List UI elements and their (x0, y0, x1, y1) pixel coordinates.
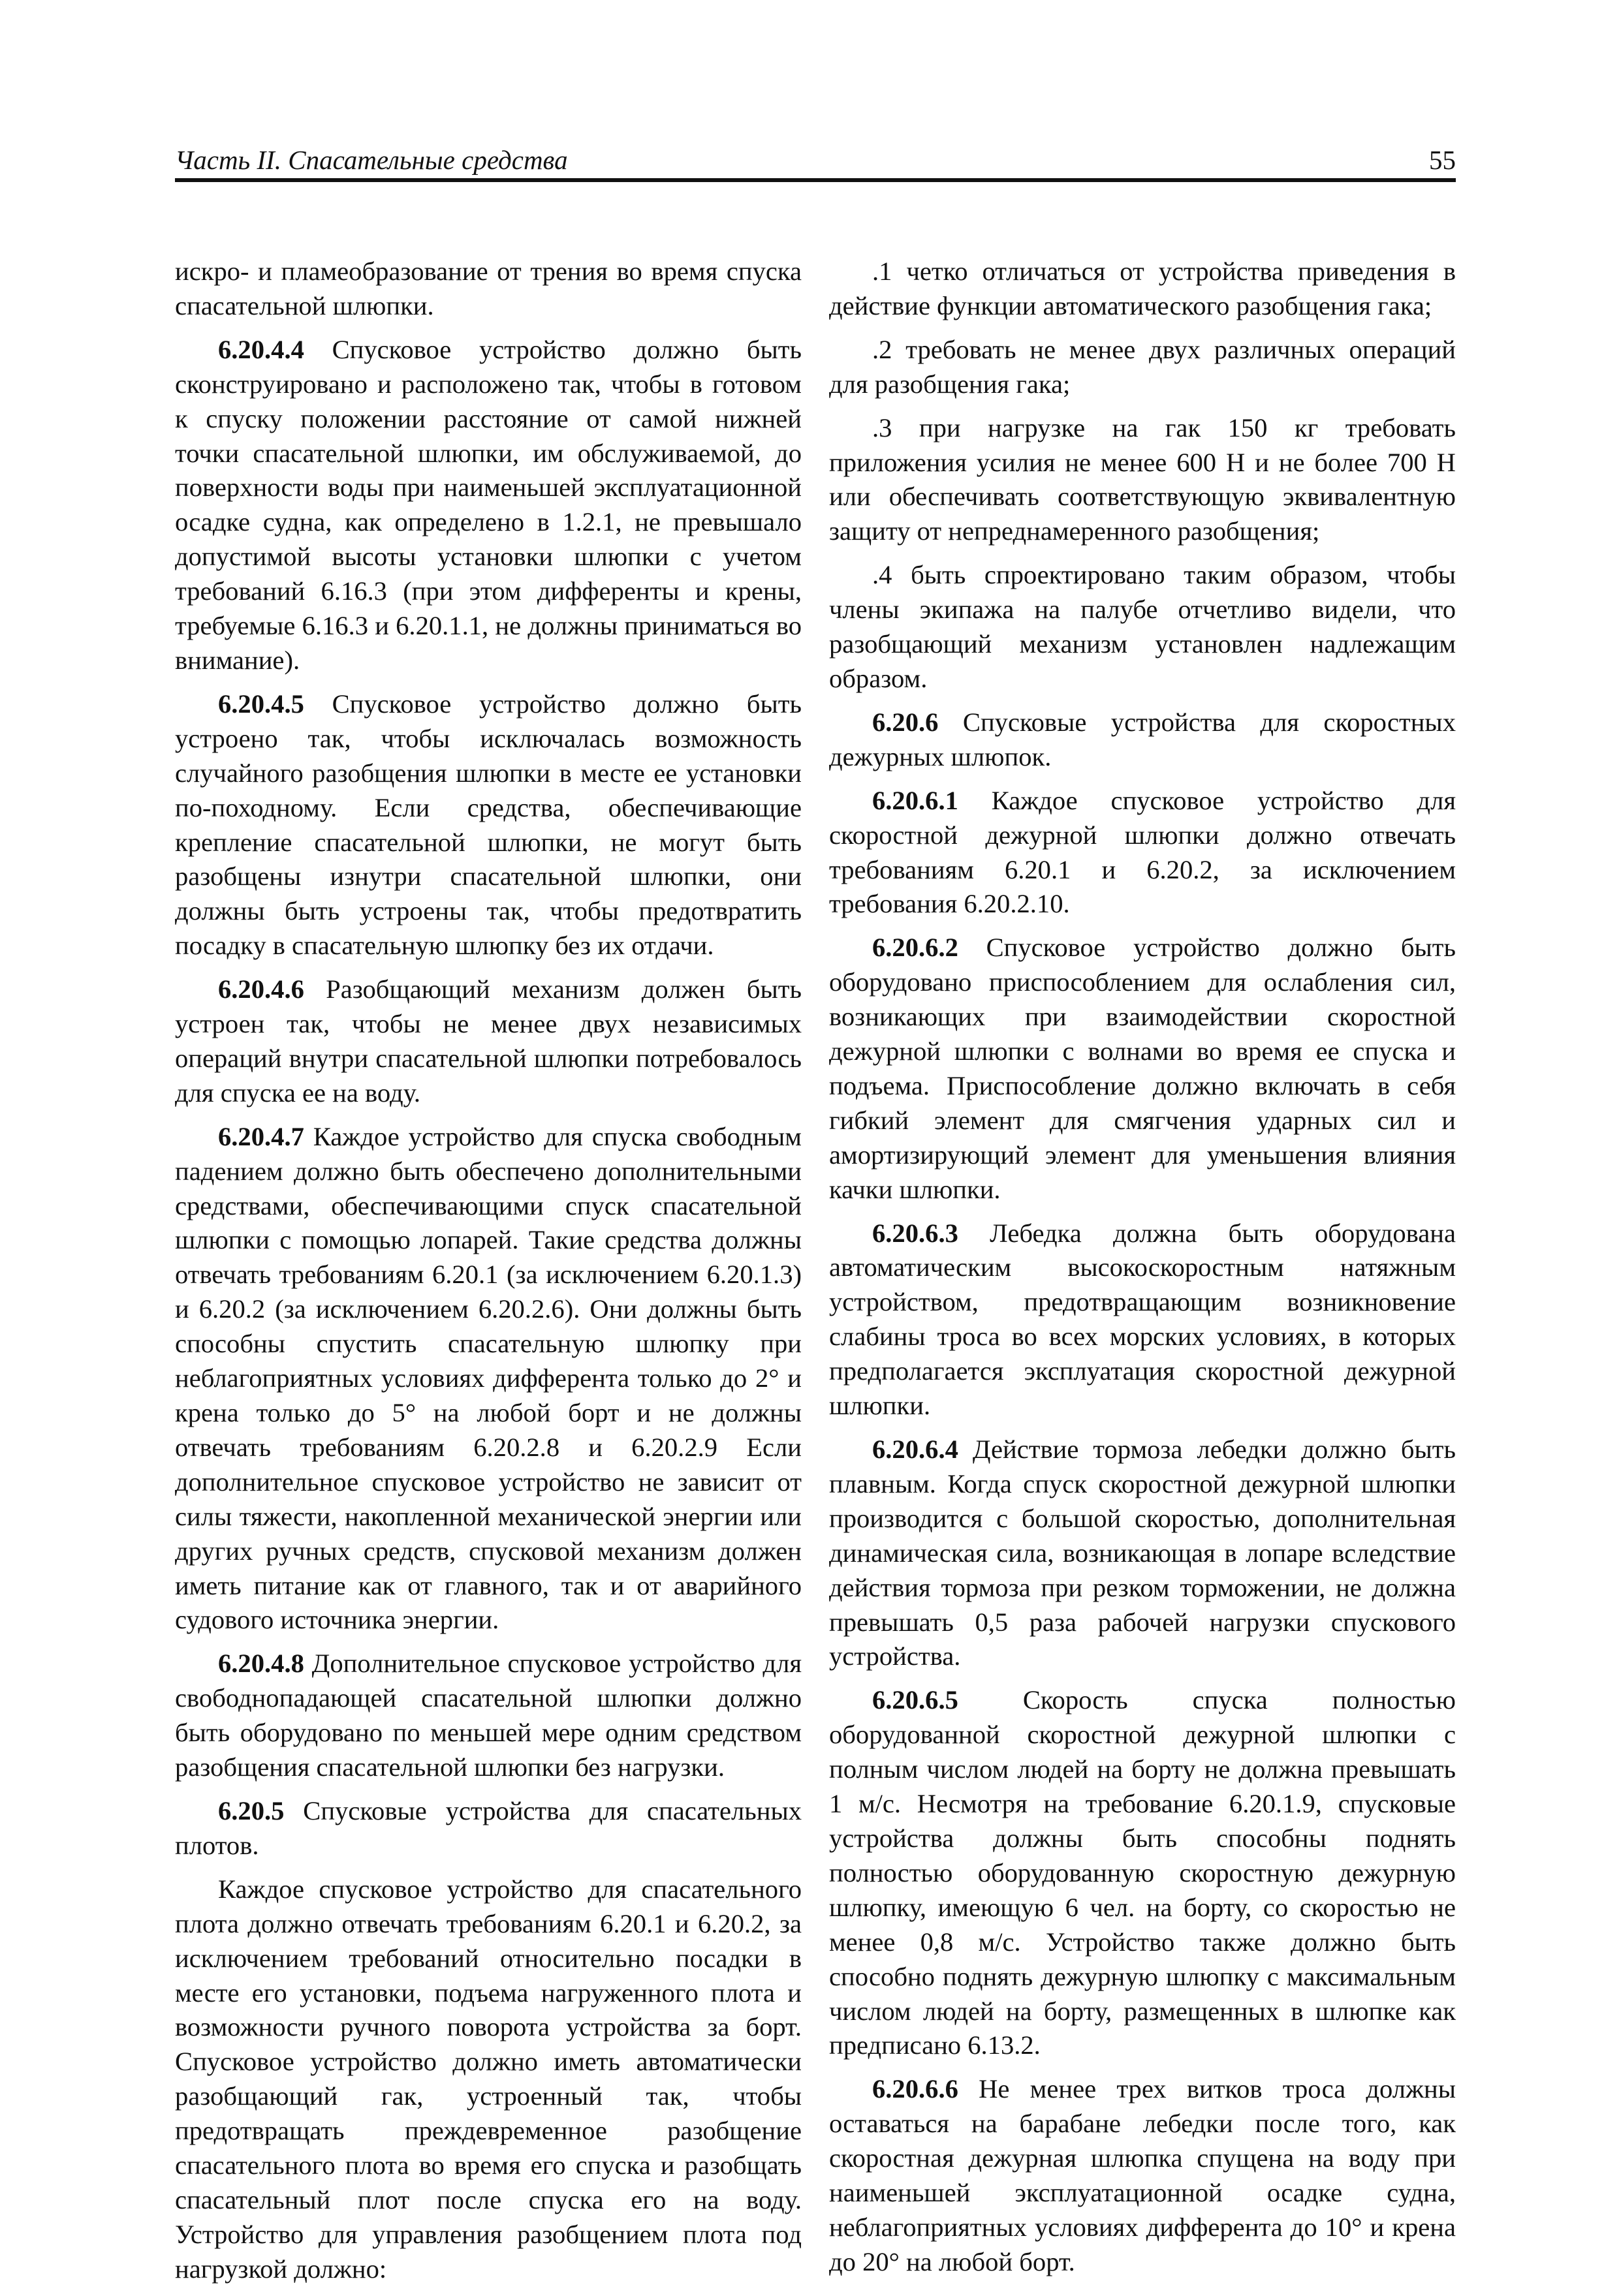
clause-number: 6.20.6.5 (872, 1685, 958, 1715)
list-item-text: .4 быть спроектировано таким образом, чтобы члены экипажа на палубе отчетливо видели, что разобщающий механизм установлен надлежащим образом. (829, 560, 1456, 693)
clause-number: 6.20.5 (218, 1795, 285, 1825)
paragraph-text: Не менее трех витков троса должны оставаться на барабане лебедки после того, как скоростная дежурная шлюпка спущена на воду при наименьшей эксплуатационной осадке судна, неблагоприятных условиях дифферента до 10° и крена до 20° на любой борт. (829, 2074, 1456, 2276)
paragraph (175, 333, 802, 678)
page-number: 55 (1429, 144, 1456, 175)
list-item (829, 255, 1456, 324)
clause-number: 6.20.4.6 (218, 974, 304, 1004)
list-item-text: .2 требовать не менее двух различных операций для разобщения гака; (829, 334, 1456, 399)
page-header (175, 142, 1456, 175)
clause-number: 6.20.6.3 (872, 1218, 958, 1248)
paragraph (175, 972, 802, 1111)
clause-number: 6.20.6.6 (872, 2074, 958, 2104)
paragraph (829, 1683, 1456, 2063)
paragraph-text: Каждое устройство для спуска свободным падением должно быть обеспечено дополнительными средствами, обеспечивающими спуск спасательной шлюпки с помощью лопарей. Такие средства должны отвечать требованиям 6.20.1 (за исключением 6.20.1.3) и 6.20.2 (за исключением 6.20.2.6). Они должны быть способны спустить спасательную шлюпку при неблагоприятных условиях дифферента только до 2° и крена только до 5° на любой борт и не должны отвечать требованиям 6.20.2.8 и 6.20.2.9 Если дополнительное спусковое устройство не зависит от силы тяжести, накопленной механической энергии или других ручных средств, спусковой механизм должен иметь питание как от главного, так и от аварийного судового источника энергии. (175, 1121, 802, 1635)
clause-number: 6.20.4.5 (218, 689, 304, 719)
section-title: Часть II. Спасательные средства (175, 144, 568, 175)
list-item-text: .3 при нагрузке на гак 150 кг требовать приложения усилия не менее 600 Н и не более 700 Н или обеспечивать соответствующую эквивалентную защиту от непреднамеренного разобщения; (829, 412, 1456, 546)
paragraph-text: Каждое спусковое устройство для спасательного плота должно отвечать требованиям 6.20.1 и 6.20.2, за исключением требований относительно посадки в месте его установки, подъема нагруженного плота и возможности ручного поворота устройства за борт. Спусковое устройство должно иметь автоматически разобщающий гак, устроенный так, чтобы предотвращать преждевременное разобщение спасательного плота во время его спуска и разобщать спасательный плот после спуска его на воду. Устройство для управления разобщением плота под нагрузкой должно: (175, 1874, 802, 2284)
paragraph-text: искро- и пламеобразование от трения во время спуска спасательной шлюпки. (175, 256, 802, 320)
paragraph-text: Спусковое устройство должно быть сконструировано и расположено так, чтобы в готовом к спуску положении расстояние от самой нижней точки спасательной шлюпки, им обслуживаемой, до поверхности воды при наименьшей эксплуатационной осадке судна, как определено в 1.2.1, не превышало допустимой высоты установки шлюпки с учетом требований 6.16.3 (при этом дифференты и крены, требуемые 6.16.3 и 6.20.1.1, не должны приниматься во внимание). (175, 334, 802, 675)
paragraph (829, 1433, 1456, 1674)
paragraph-text: Действие тормоза лебедки должно быть плавным. Когда спуск скоростной дежурной шлюпки производится с большой скоростью, дополнительная динамическая сила, возникающая в лопаре вследствие действия тормоза при резком торможении, не должна превышать 0,5 раза рабочей нагрузки спускового устройства. (829, 1435, 1456, 1671)
list-item (829, 333, 1456, 402)
paragraph (829, 784, 1456, 922)
paragraph-text: Дополнительное спусковое устройство для свободнопадающей спасательной шлюпки должно быть оборудовано по меньшей мере одним средством разобщения спасательной шлюпки без нагрузки. (175, 1649, 802, 1782)
clause-number: 6.20.6.2 (872, 933, 958, 963)
clause-number: 6.20.4.8 (218, 1649, 304, 1679)
paragraph (829, 931, 1456, 1207)
paragraph (175, 255, 802, 324)
paragraph-text: Скорость спуска полностью оборудованной скоростной дежурной шлюпки с полным числом людей на борту не должна превышать 1 м/с. Несмотря на требование 6.20.1.9, спусковые устройства должны быть способны поднять полностью оборудованную скоростную дежурную шлюпку, имеющую 6 чел. на борту, со скоростью не менее 0,8 м/с. Устройство также должно быть способно поднять дежурную шлюпку с максимальным числом людей на борту, размещенных в шлюпке как предписано 6.13.2. (829, 1685, 1456, 2060)
paragraph (829, 1217, 1456, 1423)
paragraph-text: Спусковое устройство должно быть оборудовано приспособлением для ослабления сил, возникающих при взаимодействии скоростной дежурной шлюпки с волнами во время ее спуска и подъема. Приспособление должно включать в себя гибкий элемент для смягчения ударных сил и амортизирующий элемент для уменьшения влияния качки шлюпки. (829, 933, 1456, 1204)
list-item (829, 411, 1456, 550)
paragraph-text: Разобщающий механизм должен быть устроен так, чтобы не менее двух независимых операций внутри спасательной шлюпки потребовалось для спуска ее на воду. (175, 974, 802, 1108)
paragraph-text: Спусковое устройство должно быть устроено так, чтобы исключалась возможность случайного разобщения шлюпки в месте ее установки по-походному. Если средства, обеспечивающие крепление спасательной шлюпки, не могут быть разобщены изнутри спасательной шлюпки, они должны быть устроены так, чтобы предотвратить посадку в спасательную шлюпку без их отдачи. (175, 689, 802, 961)
paragraph (175, 1647, 802, 1785)
paragraph (175, 687, 802, 963)
list-item (829, 558, 1456, 696)
section-heading (829, 706, 1456, 775)
right-column (829, 255, 1456, 2289)
header-rule (175, 178, 1456, 182)
paragraph-text: Лебедка должна быть оборудована автоматическим высокоскоростным натяжным устройством, предотвращающим возникновение слабины троса во всех морских условиях, в которых предполагается эксплуатация скоростной дежурной шлюпки. (829, 1218, 1456, 1421)
paragraph (829, 2072, 1456, 2279)
clause-number: 6.20.4.4 (218, 334, 304, 364)
heading-text: Спусковые устройства для скоростных дежурных шлюпок. (829, 707, 1456, 771)
heading-text: Спусковые устройства для спасательных плотов. (175, 1795, 802, 1860)
clause-number: 6.20.6 (872, 707, 939, 737)
clause-number: 6.20.6.4 (872, 1435, 958, 1464)
section-heading (175, 1794, 802, 1863)
paragraph (175, 1872, 802, 2287)
paragraph (175, 1120, 802, 1638)
clause-number: 6.20.6.1 (872, 785, 958, 815)
list-item-text: .1 четко отличаться от устройства приведения в действие функции автоматического разобщения гака; (829, 256, 1456, 320)
left-column (175, 255, 802, 2296)
paragraph-text: Каждое спусковое устройство для скоростной дежурной шлюпки должно отвечать требованиям 6.20.1 и 6.20.2, за исключением требования 6.20.2.10. (829, 785, 1456, 919)
clause-number: 6.20.4.7 (218, 1121, 304, 1151)
